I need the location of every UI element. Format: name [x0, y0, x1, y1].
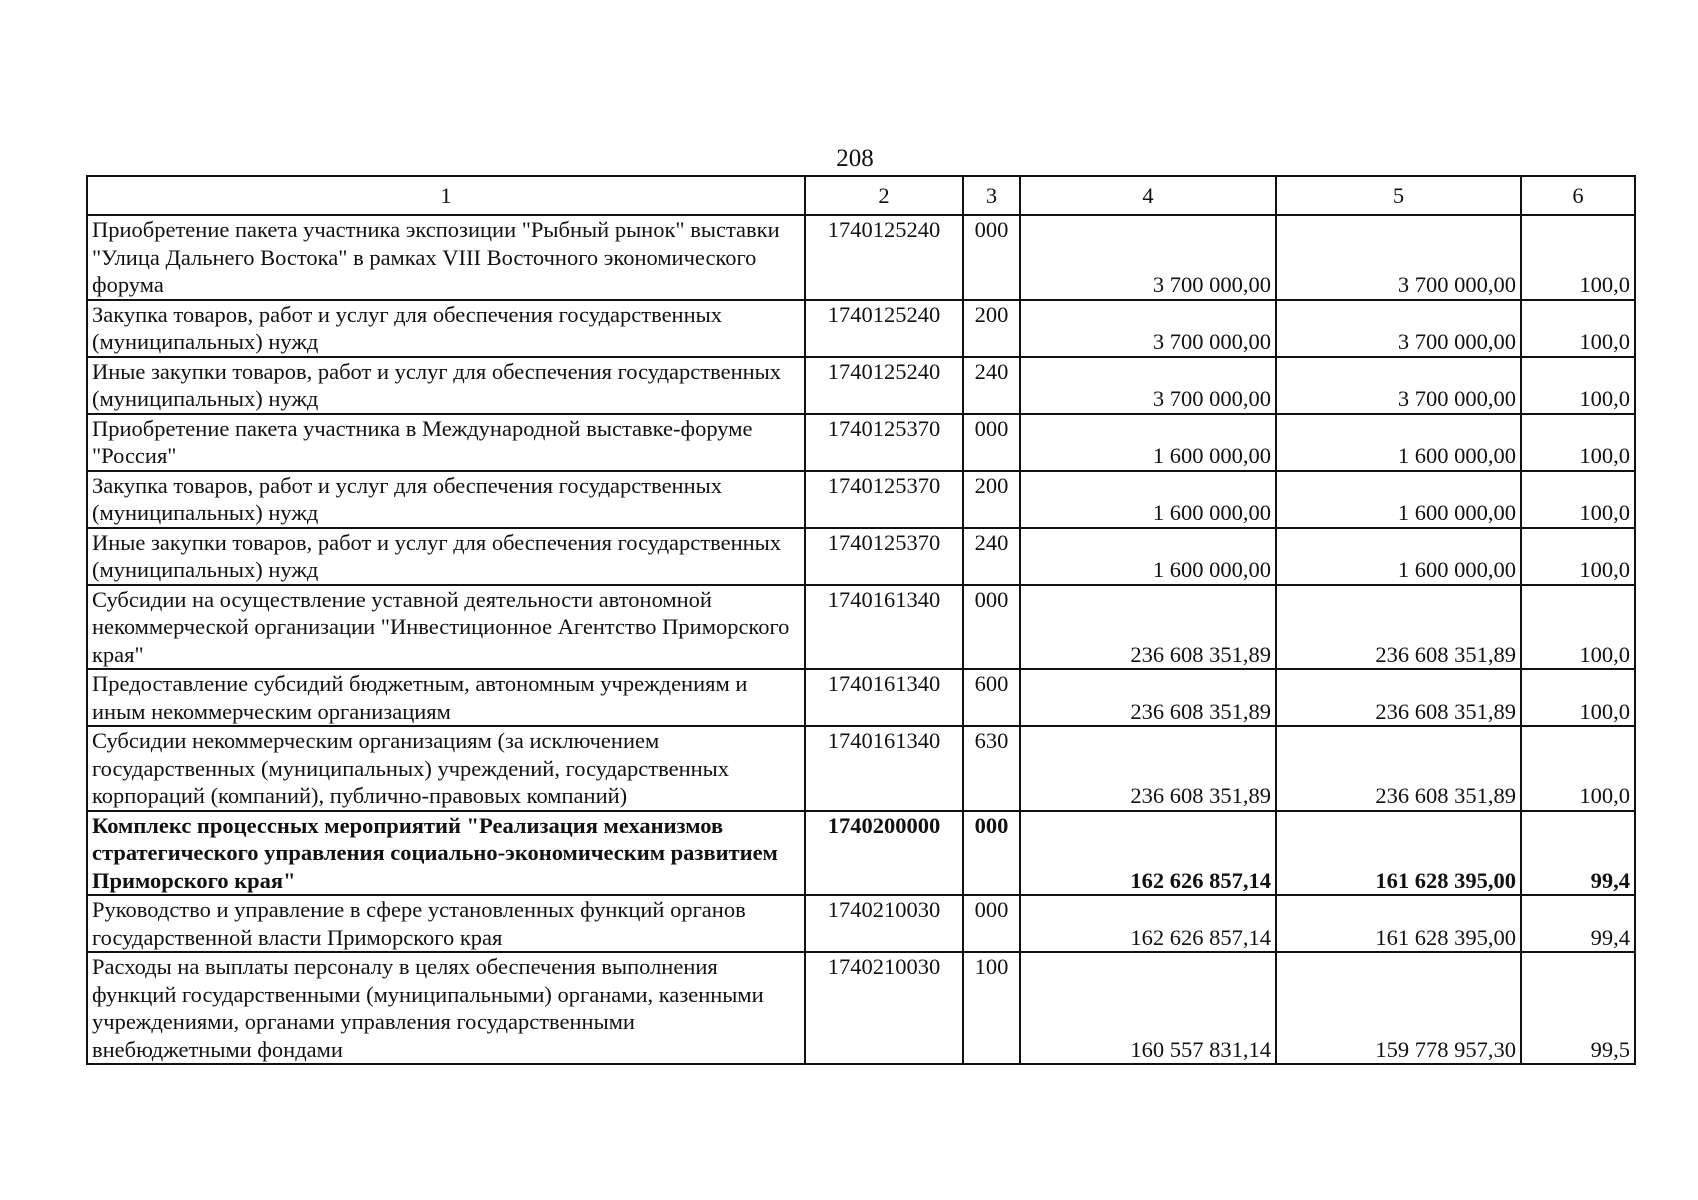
table-row	[87, 471, 1635, 528]
row-code: 1740125370	[805, 471, 963, 528]
row-actual-amount: 236 608 351,89	[1276, 669, 1521, 726]
row-name: Руководство и управление в сфере установленных функций органов государственной власти Приморского края	[87, 895, 805, 952]
budget-table	[86, 175, 1636, 1065]
header-row	[87, 176, 1635, 215]
row-percent: 99,4	[1521, 895, 1635, 952]
table-row	[87, 895, 1635, 952]
row-actual-amount: 1 600 000,00	[1276, 471, 1521, 528]
row-name: Приобретение пакета участника экспозиции "Рыбный рынок" выставки "Улица Дальнего Востока" в рамках VIII Восточного экономического форума	[87, 215, 805, 300]
header-col-6: 6	[1521, 176, 1635, 215]
row-type-code: 630	[963, 726, 1020, 811]
table-row	[87, 726, 1635, 811]
row-plan-amount: 3 700 000,00	[1020, 300, 1276, 357]
row-percent: 100,0	[1521, 669, 1635, 726]
row-type-code: 200	[963, 471, 1020, 528]
row-percent: 100,0	[1521, 585, 1635, 670]
row-code: 1740161340	[805, 669, 963, 726]
row-percent: 100,0	[1521, 726, 1635, 811]
row-percent: 100,0	[1521, 528, 1635, 585]
row-plan-amount: 1 600 000,00	[1020, 471, 1276, 528]
row-actual-amount: 3 700 000,00	[1276, 215, 1521, 300]
row-type-code: 000	[963, 585, 1020, 670]
row-code: 1740125240	[805, 300, 963, 357]
row-plan-amount: 236 608 351,89	[1020, 669, 1276, 726]
row-code: 1740125240	[805, 357, 963, 414]
row-plan-amount: 3 700 000,00	[1020, 215, 1276, 300]
row-name: Комплекс процессных мероприятий "Реализация механизмов стратегического управления социально-экономическим развитием Приморского края"	[87, 811, 805, 896]
row-percent: 100,0	[1521, 414, 1635, 471]
row-name: Закупка товаров, работ и услуг для обеспечения государственных (муниципальных) нужд	[87, 300, 805, 357]
row-percent: 100,0	[1521, 215, 1635, 300]
row-code: 1740200000	[805, 811, 963, 896]
row-plan-amount: 162 626 857,14	[1020, 811, 1276, 896]
table-row	[87, 811, 1635, 896]
row-code: 1740125370	[805, 414, 963, 471]
row-plan-amount: 160 557 831,14	[1020, 952, 1276, 1064]
row-type-code: 000	[963, 215, 1020, 300]
row-type-code: 000	[963, 414, 1020, 471]
header-col-2: 2	[805, 176, 963, 215]
row-name: Субсидии на осуществление уставной деятельности автономной некоммерческой организации "Инвестиционное Агентство Приморского края"	[87, 585, 805, 670]
header-col-5: 5	[1276, 176, 1521, 215]
row-code: 1740210030	[805, 952, 963, 1064]
row-type-code: 240	[963, 357, 1020, 414]
row-percent: 99,4	[1521, 811, 1635, 896]
row-name: Иные закупки товаров, работ и услуг для обеспечения государственных (муниципальных) нужд	[87, 528, 805, 585]
row-actual-amount: 159 778 957,30	[1276, 952, 1521, 1064]
header-col-3: 3	[963, 176, 1020, 215]
table-row	[87, 528, 1635, 585]
row-plan-amount: 1 600 000,00	[1020, 414, 1276, 471]
row-type-code: 100	[963, 952, 1020, 1064]
table-row	[87, 669, 1635, 726]
row-name: Предоставление субсидий бюджетным, автономным учреждениям и иным некоммерческим организациям	[87, 669, 805, 726]
row-actual-amount: 161 628 395,00	[1276, 811, 1521, 896]
row-plan-amount: 236 608 351,89	[1020, 726, 1276, 811]
row-code: 1740161340	[805, 585, 963, 670]
row-code: 1740125370	[805, 528, 963, 585]
row-percent: 100,0	[1521, 357, 1635, 414]
row-code: 1740210030	[805, 895, 963, 952]
table-body	[87, 215, 1635, 1064]
row-type-code: 200	[963, 300, 1020, 357]
row-actual-amount: 1 600 000,00	[1276, 528, 1521, 585]
row-code: 1740125240	[805, 215, 963, 300]
row-name: Приобретение пакета участника в Международной выставке-форуме "Россия"	[87, 414, 805, 471]
row-type-code: 000	[963, 895, 1020, 952]
row-actual-amount: 236 608 351,89	[1276, 726, 1521, 811]
table-row	[87, 357, 1635, 414]
row-percent: 99,5	[1521, 952, 1635, 1064]
row-plan-amount: 1 600 000,00	[1020, 528, 1276, 585]
row-actual-amount: 161 628 395,00	[1276, 895, 1521, 952]
table-row	[87, 215, 1635, 300]
table-header	[87, 176, 1635, 215]
row-actual-amount: 1 600 000,00	[1276, 414, 1521, 471]
table-row	[87, 952, 1635, 1064]
row-name: Иные закупки товаров, работ и услуг для обеспечения государственных (муниципальных) нужд	[87, 357, 805, 414]
header-col-4: 4	[1020, 176, 1276, 215]
row-type-code: 240	[963, 528, 1020, 585]
row-type-code: 600	[963, 669, 1020, 726]
table-row	[87, 585, 1635, 670]
row-name: Расходы на выплаты персоналу в целях обеспечения выполнения функций государственными (муниципальными) органами, казенными учреждениями, органами управления государственными внебюджетными фондами	[87, 952, 805, 1064]
row-plan-amount: 236 608 351,89	[1020, 585, 1276, 670]
table-row	[87, 300, 1635, 357]
row-percent: 100,0	[1521, 300, 1635, 357]
header-col-1: 1	[87, 176, 805, 215]
row-actual-amount: 3 700 000,00	[1276, 357, 1521, 414]
row-code: 1740161340	[805, 726, 963, 811]
table-row	[87, 414, 1635, 471]
row-plan-amount: 162 626 857,14	[1020, 895, 1276, 952]
row-percent: 100,0	[1521, 471, 1635, 528]
row-name: Субсидии некоммерческим организациям (за исключением государственных (муниципальных) учреждений, государственных корпораций (компаний), публично-правовых компаний)	[87, 726, 805, 811]
page-number: 208	[836, 145, 874, 172]
row-plan-amount: 3 700 000,00	[1020, 357, 1276, 414]
row-name: Закупка товаров, работ и услуг для обеспечения государственных (муниципальных) нужд	[87, 471, 805, 528]
row-actual-amount: 236 608 351,89	[1276, 585, 1521, 670]
row-type-code: 000	[963, 811, 1020, 896]
row-actual-amount: 3 700 000,00	[1276, 300, 1521, 357]
